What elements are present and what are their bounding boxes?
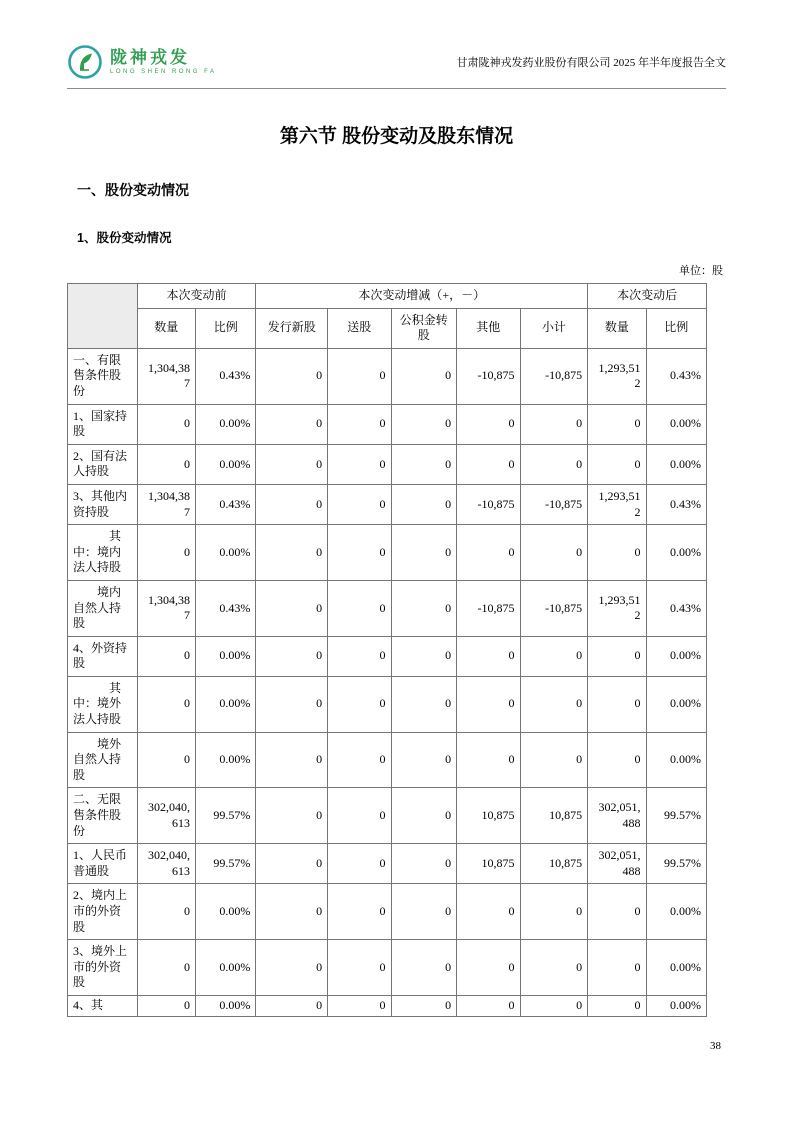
cell-value: 1,304,387 — [137, 484, 195, 524]
row-label: 2、境内上市的外资股 — [68, 884, 138, 940]
cell-value: 0 — [256, 348, 328, 404]
cell-value: 0 — [328, 940, 391, 996]
cell-value: 0 — [137, 676, 195, 732]
cell-value: -10,875 — [457, 484, 520, 524]
cell-value: 0 — [137, 404, 195, 444]
col-header-fund-conversion: 公积金转股 — [391, 308, 457, 348]
col-header-ratio-before: 比例 — [195, 308, 255, 348]
cell-value: 0 — [588, 444, 646, 484]
cell-value: 10,875 — [520, 844, 588, 884]
cell-value: 0 — [391, 348, 457, 404]
cell-value: 0 — [256, 676, 328, 732]
cell-value: 0 — [256, 404, 328, 444]
cell-value: 0.00% — [646, 676, 706, 732]
cell-value: 0.00% — [195, 444, 255, 484]
section-heading: 一、股份变动情况 — [77, 182, 189, 198]
cell-value: 0 — [391, 884, 457, 940]
cell-value: 0.00% — [195, 732, 255, 788]
cell-value: 0 — [520, 636, 588, 676]
group-header-after: 本次变动后 — [588, 284, 707, 309]
cell-value: 0.43% — [646, 348, 706, 404]
share-change-table — [67, 283, 707, 1017]
cell-value: 0 — [588, 525, 646, 581]
cell-value: 0.00% — [646, 444, 706, 484]
row-label: 境内自然人持股 — [68, 580, 138, 636]
cell-value: 0 — [520, 732, 588, 788]
cell-value: 99.57% — [646, 844, 706, 884]
cell-value: 0 — [137, 525, 195, 581]
group-header-row — [68, 284, 707, 309]
col-header-ratio-after: 比例 — [646, 308, 706, 348]
cell-value: 0.00% — [646, 404, 706, 444]
page-number: 38 — [710, 1040, 721, 1052]
cell-value: 0 — [391, 844, 457, 884]
page-header — [67, 44, 726, 89]
cell-value: 0 — [588, 884, 646, 940]
cell-value: 99.57% — [646, 788, 706, 844]
cell-value: 0.00% — [646, 884, 706, 940]
cell-value: 0 — [256, 844, 328, 884]
table-row — [68, 676, 707, 732]
row-label: 2、国有法人持股 — [68, 444, 138, 484]
cell-value: 0.43% — [195, 580, 255, 636]
cell-value: 0 — [588, 636, 646, 676]
group-header-change: 本次变动增减（+，－） — [256, 284, 588, 309]
cell-value: 0 — [391, 525, 457, 581]
cell-value: 0 — [588, 995, 646, 1016]
row-label: 境外自然人持股 — [68, 732, 138, 788]
cell-value: 0.00% — [646, 940, 706, 996]
cell-value: 0 — [520, 995, 588, 1016]
cell-value: 0 — [137, 995, 195, 1016]
cell-value: 10,875 — [457, 844, 520, 884]
col-header-quantity-before: 数量 — [137, 308, 195, 348]
cell-value: 0 — [520, 525, 588, 581]
cell-value: 0 — [137, 732, 195, 788]
cell-value: 0 — [520, 444, 588, 484]
cell-value: 0 — [256, 788, 328, 844]
row-label: 其中：境内法人持股 — [68, 525, 138, 581]
cell-value: 0.00% — [646, 732, 706, 788]
logo-text-block — [110, 49, 217, 75]
cell-value: 0.00% — [646, 636, 706, 676]
row-label: 4、其 — [68, 995, 138, 1016]
cell-value: 0 — [457, 676, 520, 732]
cell-value: 0 — [391, 940, 457, 996]
cell-value: 0 — [137, 940, 195, 996]
cell-value: 0 — [328, 676, 391, 732]
table-row — [68, 788, 707, 844]
cell-value: 0 — [256, 636, 328, 676]
cell-value: 0 — [457, 732, 520, 788]
logo-icon — [67, 44, 103, 80]
cell-value: 99.57% — [195, 788, 255, 844]
table-row — [68, 940, 707, 996]
column-header-row — [68, 308, 707, 348]
cell-value: 0.00% — [195, 404, 255, 444]
cell-value: -10,875 — [520, 484, 588, 524]
cell-value: 0 — [137, 884, 195, 940]
cell-value: 0 — [391, 444, 457, 484]
cell-value: 0 — [457, 444, 520, 484]
col-header-new-issue: 发行新股 — [256, 308, 328, 348]
cell-value: 1,293,512 — [588, 580, 646, 636]
cell-value: 0 — [256, 940, 328, 996]
cell-value: -10,875 — [520, 580, 588, 636]
cell-value: 0 — [391, 788, 457, 844]
row-label: 4、外资持股 — [68, 636, 138, 676]
table-row — [68, 636, 707, 676]
row-label: 一、有限售条件股份 — [68, 348, 138, 404]
cell-value: 99.57% — [195, 844, 255, 884]
col-header-bonus-shares: 送股 — [328, 308, 391, 348]
row-label: 1、人民币普通股 — [68, 844, 138, 884]
cell-value: 0.00% — [195, 636, 255, 676]
cell-value: 0 — [457, 995, 520, 1016]
cell-value: -10,875 — [520, 348, 588, 404]
cell-value: -10,875 — [457, 348, 520, 404]
cell-value: 1,304,387 — [137, 348, 195, 404]
cell-value: 0 — [520, 940, 588, 996]
cell-value: 0 — [328, 884, 391, 940]
cell-value: 0.00% — [195, 995, 255, 1016]
cell-value: 0 — [457, 404, 520, 444]
cell-value: 1,293,512 — [588, 348, 646, 404]
row-label: 其中：境外法人持股 — [68, 676, 138, 732]
cell-value: 0 — [391, 484, 457, 524]
col-header-quantity-after: 数量 — [588, 308, 646, 348]
logo-name: 陇神戎发 — [110, 48, 190, 68]
cell-value: 0 — [328, 444, 391, 484]
cell-value: 0 — [457, 884, 520, 940]
table-row — [68, 995, 707, 1016]
cell-value: 0.43% — [195, 484, 255, 524]
cell-value: 0 — [328, 788, 391, 844]
cell-value: 0 — [256, 732, 328, 788]
row-label: 1、国家持股 — [68, 404, 138, 444]
group-header-before: 本次变动前 — [137, 284, 256, 309]
cell-value: 0 — [328, 636, 391, 676]
cell-value: 0.00% — [195, 676, 255, 732]
cell-value: -10,875 — [457, 580, 520, 636]
cell-value: 0 — [391, 732, 457, 788]
cell-value: 0 — [328, 404, 391, 444]
cell-value: 0 — [328, 844, 391, 884]
table-row — [68, 404, 707, 444]
row-label: 3、境外上市的外资股 — [68, 940, 138, 996]
cell-value: 0 — [256, 995, 328, 1016]
cell-value: 0.00% — [195, 940, 255, 996]
table-row — [68, 884, 707, 940]
col-header-other: 其他 — [457, 308, 520, 348]
row-label: 3、其他内资持股 — [68, 484, 138, 524]
table-row — [68, 525, 707, 581]
table-row — [68, 348, 707, 404]
cell-value: 0 — [588, 404, 646, 444]
cell-value: 0 — [256, 444, 328, 484]
cell-value: 0 — [328, 732, 391, 788]
cell-value: 0 — [457, 636, 520, 676]
table-row — [68, 444, 707, 484]
unit-label: 单位：股 — [679, 265, 723, 277]
cell-value: 0.43% — [195, 348, 255, 404]
cell-value: 10,875 — [520, 788, 588, 844]
col-header-subtotal: 小计 — [520, 308, 588, 348]
cell-value: 0.00% — [195, 884, 255, 940]
cell-value: 0.00% — [195, 525, 255, 581]
cell-value: 0 — [256, 580, 328, 636]
row-label: 二、无限售条件股份 — [68, 788, 138, 844]
cell-value: 0 — [391, 404, 457, 444]
corner-cell — [68, 284, 138, 349]
cell-value: 0 — [391, 995, 457, 1016]
cell-value: 0 — [457, 940, 520, 996]
cell-value: 0 — [588, 732, 646, 788]
table-row — [68, 844, 707, 884]
cell-value: 0 — [328, 348, 391, 404]
cell-value: 0 — [588, 676, 646, 732]
logo-subtitle: LONG SHEN RONG FA — [110, 68, 217, 75]
cell-value: 0 — [256, 525, 328, 581]
cell-value: 1,304,387 — [137, 580, 195, 636]
cell-value: 0.43% — [646, 580, 706, 636]
cell-value: 0 — [520, 676, 588, 732]
cell-value: 1,293,512 — [588, 484, 646, 524]
cell-value: 302,040,613 — [137, 788, 195, 844]
cell-value: 0 — [588, 940, 646, 996]
table-row — [68, 580, 707, 636]
cell-value: 0 — [328, 525, 391, 581]
cell-value: 302,051,488 — [588, 844, 646, 884]
cell-value: 0 — [520, 884, 588, 940]
cell-value: 0 — [137, 636, 195, 676]
cell-value: 0 — [391, 580, 457, 636]
cell-value: 0.43% — [646, 484, 706, 524]
cell-value: 0 — [137, 444, 195, 484]
chapter-title: 第六节 股份变动及股东情况 — [279, 126, 514, 147]
cell-value: 0 — [328, 995, 391, 1016]
company-logo — [67, 44, 217, 80]
table-row — [68, 484, 707, 524]
cell-value: 0.00% — [646, 525, 706, 581]
report-header-title: 甘肃陇神戎发药业股份有限公司 2025 年半年度报告全文 — [456, 57, 726, 69]
subsection-heading: 1、股份变动情况 — [77, 231, 172, 245]
cell-value: 10,875 — [457, 788, 520, 844]
cell-value: 0 — [256, 884, 328, 940]
cell-value: 0 — [391, 676, 457, 732]
cell-value: 0 — [391, 636, 457, 676]
table-row — [68, 732, 707, 788]
cell-value: 0 — [328, 580, 391, 636]
cell-value: 0 — [328, 484, 391, 524]
cell-value: 0 — [520, 404, 588, 444]
cell-value: 0 — [457, 525, 520, 581]
cell-value: 302,051,488 — [588, 788, 646, 844]
cell-value: 302,040,613 — [137, 844, 195, 884]
cell-value: 0.00% — [646, 995, 706, 1016]
cell-value: 0 — [256, 484, 328, 524]
